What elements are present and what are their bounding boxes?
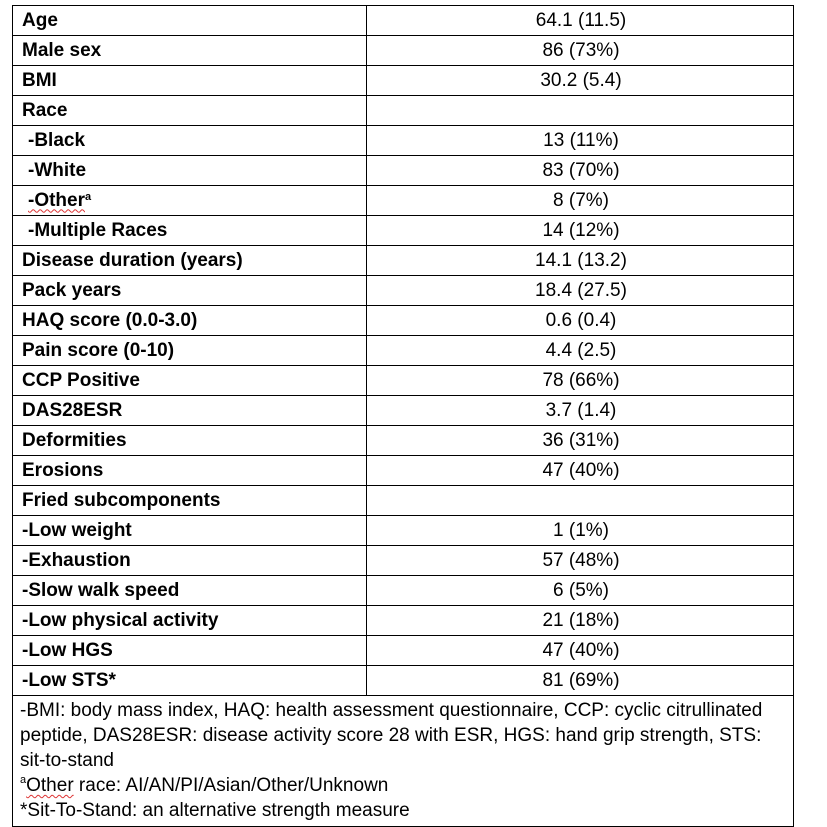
row-label: HAQ score (0.0-3.0) [13,306,367,336]
row-value: 13 (11%) [367,126,794,156]
row-value: 18.4 (27.5) [367,276,794,306]
row-label: -Multiple Races [13,216,367,246]
table-row [13,336,794,366]
row-value: 30.2 (5.4) [367,66,794,96]
abbreviations-footnote: -BMI: body mass index, HAQ: health assessment questionnaire, CCP: cyclic citrullinated peptide, DAS28ESR: disease activity score 28 with ESR, HGS: hand grip strength, STS: sit-to-stand [20,700,763,771]
row-value: 1 (1%) [367,516,794,546]
row-value: 64.1 (11.5) [367,6,794,36]
row-value: 14 (12%) [367,216,794,246]
table-row [13,156,794,186]
row-value: 6 (5%) [367,576,794,606]
row-label: CCP Positive [13,366,367,396]
table-row [13,396,794,426]
row-value: 47 (40%) [367,636,794,666]
table-row [13,126,794,156]
row-label: Pack years [13,276,367,306]
table-row [13,456,794,486]
row-label: Disease duration (years) [13,246,367,276]
row-label: -Low weight [13,516,367,546]
row-value: 8 (7%) [367,186,794,216]
table-row [13,6,794,36]
row-value: 14.1 (13.2) [367,246,794,276]
table-row [13,96,794,126]
row-label: DAS28ESR [13,396,367,426]
row-label: -Low STS* [13,666,367,696]
table-row [13,366,794,396]
row-label: BMI [13,66,367,96]
row-value [367,96,794,126]
row-label: Race [13,96,367,126]
table-row [13,276,794,306]
other-race-footnote: $^a$Other race: AI/AN/PI/Asian/Other/Unknown [20,774,389,796]
table-row [13,216,794,246]
row-value: 47 (40%) [367,456,794,486]
table-row [13,546,794,576]
row-label: -White [13,156,367,186]
table-row [13,636,794,666]
row-label: -Exhaustion [13,546,367,576]
table-row [13,426,794,456]
row-value [367,486,794,516]
footnotes [13,696,794,827]
row-value: 57 (48%) [367,546,794,576]
table-row [13,666,794,696]
row-value: 21 (18%) [367,606,794,636]
table-row [13,306,794,336]
table-row [13,606,794,636]
row-value: 0.6 (0.4) [367,306,794,336]
table-row [13,66,794,96]
table-row [13,36,794,66]
row-value: 83 (70%) [367,156,794,186]
row-value: 86 (73%) [367,36,794,66]
row-value: 3.7 (1.4) [367,396,794,426]
row-value: 78 (66%) [367,366,794,396]
table-row [13,486,794,516]
row-label: -Slow walk speed [13,576,367,606]
row-label: Fried subcomponents [13,486,367,516]
row-value: 4.4 (2.5) [367,336,794,366]
table-row [13,576,794,606]
row-label: -Black [13,126,367,156]
table-row [13,516,794,546]
row-value: 81 (69%) [367,666,794,696]
row-label: -Low HGS [13,636,367,666]
table-row [13,246,794,276]
sts-footnote: *Sit-To-Stand: an alternative strength measure [20,800,410,821]
table-row [13,186,794,216]
row-label: -Other$^a$ [13,186,367,216]
row-label: Deformities [13,426,367,456]
row-label: Pain score (0-10) [13,336,367,366]
footnote-row [13,696,794,827]
row-label: -Low physical activity [13,606,367,636]
row-label: Erosions [13,456,367,486]
characteristics-table [12,5,794,827]
row-label: Male sex [13,36,367,66]
row-label: Age [13,6,367,36]
row-value: 36 (31%) [367,426,794,456]
